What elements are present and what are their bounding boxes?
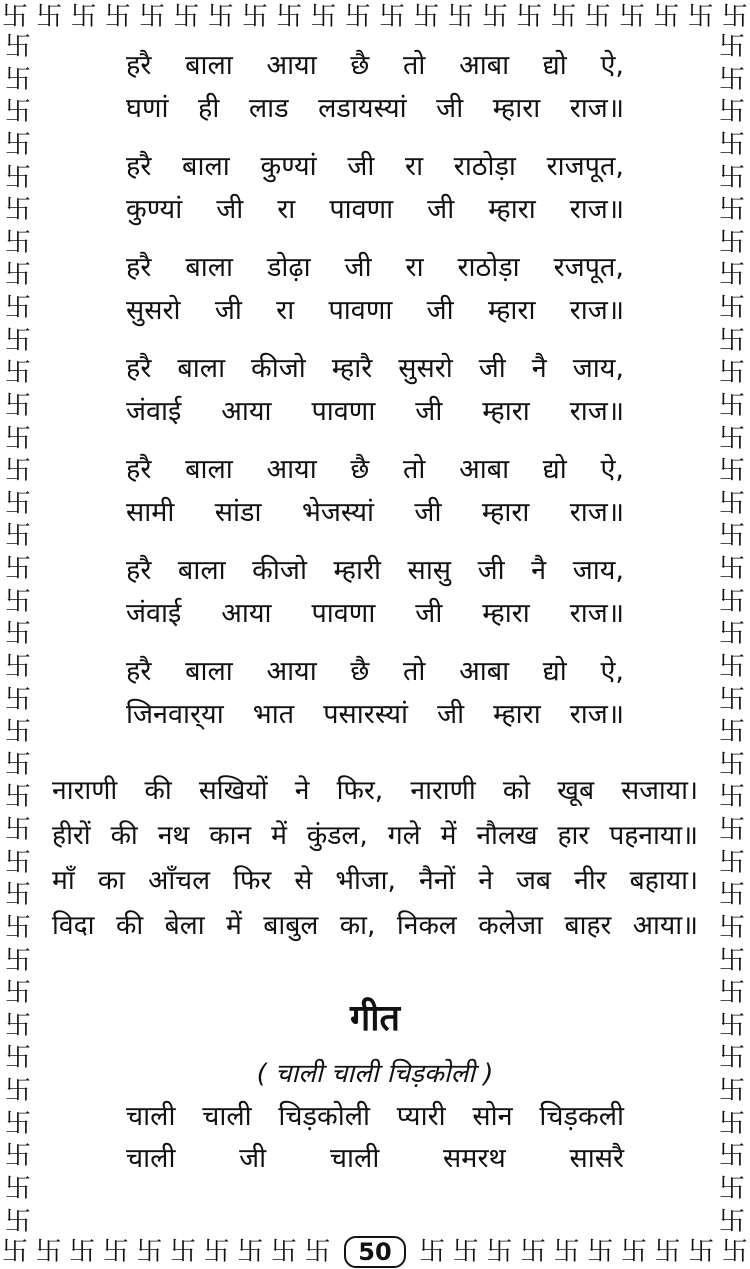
- swastik-icon: 卐: [718, 782, 745, 813]
- stanza: [126, 145, 624, 231]
- swastik-icon: 卐: [36, 2, 63, 32]
- swastik-icon: 卐: [4, 195, 31, 226]
- swastik-icon: 卐: [4, 358, 31, 389]
- verse-block: [126, 44, 624, 736]
- swastik-icon: 卐: [4, 945, 31, 976]
- swastik-icon: 卐: [2, 2, 29, 32]
- left-border: [0, 34, 36, 1235]
- swastik-icon: 卐: [4, 32, 31, 62]
- swastik-icon: 卐: [4, 815, 31, 845]
- swastik-icon: 卐: [718, 456, 745, 487]
- swastik-icon: 卐: [718, 912, 745, 943]
- swastik-icon: 卐: [687, 2, 714, 32]
- swastik-icon: 卐: [718, 32, 745, 62]
- swastik-icon: 卐: [136, 1237, 163, 1267]
- swastik-icon: 卐: [102, 1237, 129, 1267]
- swastik-icon: 卐: [241, 2, 268, 32]
- swastik-icon: 卐: [718, 358, 745, 389]
- swastik-icon: 卐: [688, 1237, 715, 1267]
- verse-line: जंवाई आया पावणा जी म्हारा राज॥: [126, 396, 624, 427]
- swastik-icon: 卐: [653, 2, 680, 32]
- poem-line: विदा की बेला में बाबुल का, निकल कलेजा बाहर आया॥: [52, 910, 698, 941]
- swastik-icon: 卐: [70, 2, 97, 32]
- swastik-icon: 卐: [4, 782, 31, 813]
- stanza: [126, 246, 624, 332]
- verse-line: कुण्यां जी रा पावणा जी म्हारा राज॥: [126, 194, 624, 225]
- swastik-icon: 卐: [516, 2, 543, 32]
- verse-line: जंवाई आया पावणा जी म्हारा राज॥: [126, 598, 624, 629]
- page-content: [52, 44, 698, 1225]
- swastik-icon: 卐: [520, 1237, 547, 1267]
- swastik-icon: 卐: [718, 749, 745, 780]
- swastik-icon: 卐: [452, 1237, 479, 1267]
- right-border: [714, 34, 750, 1235]
- swastik-icon: 卐: [718, 945, 745, 976]
- stanza: [126, 448, 624, 534]
- swastik-icon: 卐: [718, 423, 745, 454]
- swastik-icon: 卐: [481, 2, 508, 32]
- swastik-icon: 卐: [654, 1237, 681, 1267]
- swastik-icon: 卐: [4, 978, 31, 1009]
- swastik-icon: 卐: [721, 2, 748, 32]
- swastik-icon: 卐: [718, 1206, 745, 1237]
- bottom-border: [0, 1235, 750, 1269]
- swastik-icon: 卐: [4, 1076, 31, 1106]
- verse-line: हरै बाला कुण्यां जी रा राठोड़ा राजपूत,: [126, 151, 624, 182]
- swastik-icon: 卐: [4, 64, 31, 95]
- swastik-icon: 卐: [718, 293, 745, 323]
- swastik-icon: 卐: [718, 815, 745, 845]
- swastik-icon: 卐: [718, 684, 745, 715]
- song-line: चाली चाली चिड़कोली प्यारी सोन चिड़कली: [126, 1101, 624, 1132]
- stanza: [126, 650, 624, 736]
- swastik-icon: 卐: [718, 586, 745, 617]
- swastik-icon: 卐: [718, 1010, 745, 1041]
- verse-line: हरै बाला आया छै तो आबा द्यो ऐ,: [126, 454, 624, 485]
- song-lines: [126, 1096, 624, 1180]
- swastik-icon: 卐: [718, 129, 745, 160]
- swastik-icon: 卐: [4, 1206, 31, 1237]
- swastik-icon: 卐: [304, 1237, 331, 1267]
- swastik-icon: 卐: [237, 1237, 264, 1267]
- swastik-icon: 卐: [4, 293, 31, 323]
- swastik-icon: 卐: [447, 2, 474, 32]
- swastik-icon: 卐: [203, 1237, 230, 1267]
- swastik-icon: 卐: [4, 1173, 31, 1204]
- swastik-icon: 卐: [718, 880, 745, 911]
- stanza: [126, 44, 624, 130]
- swastik-icon: 卐: [207, 2, 234, 32]
- swastik-icon: 卐: [718, 651, 745, 682]
- swastik-icon: 卐: [413, 2, 440, 32]
- swastik-icon: 卐: [104, 2, 131, 32]
- swastik-icon: 卐: [4, 1010, 31, 1041]
- swastik-icon: 卐: [4, 390, 31, 421]
- page-number: 50: [344, 1236, 405, 1268]
- swastik-icon: 卐: [550, 2, 577, 32]
- swastik-icon: 卐: [718, 97, 745, 128]
- swastik-icon: 卐: [4, 97, 31, 128]
- poem-block: [52, 768, 698, 948]
- swastik-icon: 卐: [4, 912, 31, 943]
- swastik-icon: 卐: [718, 717, 745, 748]
- swastik-icon: 卐: [379, 2, 406, 32]
- song-title: गीत: [349, 998, 401, 1039]
- swastik-icon: 卐: [718, 1076, 745, 1106]
- swastik-icon: 卐: [718, 488, 745, 519]
- swastik-icon: 卐: [718, 1141, 745, 1172]
- verse-line: हरै बाला आया छै तो आबा द्यो ऐ,: [126, 50, 624, 81]
- swastik-icon: 卐: [69, 1237, 96, 1267]
- swastik-icon: 卐: [139, 2, 166, 32]
- swastik-icon: 卐: [718, 619, 745, 650]
- swastik-icon: 卐: [718, 260, 745, 291]
- swastik-icon: 卐: [718, 227, 745, 258]
- verse-line: हरै बाला डोढ़ा जी रा राठोड़ा रजपूत,: [126, 252, 624, 283]
- swastik-icon: 卐: [486, 1237, 513, 1267]
- verse-line: हरै बाला कीजो म्हारी सासु जी नै जाय,: [126, 555, 624, 586]
- swastik-icon: 卐: [4, 847, 31, 878]
- swastik-icon: 卐: [4, 554, 31, 584]
- swastik-icon: 卐: [4, 456, 31, 487]
- stanza: [126, 549, 624, 635]
- verse-line: हरै बाला आया छै तो आबा द्यो ऐ,: [126, 656, 624, 687]
- swastik-icon: 卐: [35, 1237, 62, 1267]
- swastik-icon: 卐: [310, 2, 337, 32]
- swastik-icon: 卐: [4, 880, 31, 911]
- swastik-icon: 卐: [721, 1237, 748, 1267]
- swastik-icon: 卐: [4, 619, 31, 650]
- swastik-icon: 卐: [584, 2, 611, 32]
- swastik-icon: 卐: [4, 749, 31, 780]
- top-border: [0, 0, 750, 34]
- swastik-icon: 卐: [718, 390, 745, 421]
- swastik-icon: 卐: [4, 1141, 31, 1172]
- swastik-icon: 卐: [619, 2, 646, 32]
- verse-line: जिनवार्‌या भात पसारस्यां जी म्हारा राज॥: [126, 699, 624, 730]
- swastik-icon: 卐: [2, 1237, 29, 1267]
- stanza: [126, 347, 624, 433]
- swastik-icon: 卐: [4, 651, 31, 682]
- swastik-icon: 卐: [718, 195, 745, 226]
- swastik-icon: 卐: [419, 1237, 446, 1267]
- poem-line: हीरों की नथ कान में कुंडल, गले में नौलख हार पहनाया॥: [52, 820, 698, 851]
- verse-line: घणां ही लाड लडायस्यां जी म्हारा राज॥: [126, 93, 624, 124]
- swastik-icon: 卐: [4, 227, 31, 258]
- swastik-icon: 卐: [718, 554, 745, 584]
- swastik-icon: 卐: [587, 1237, 614, 1267]
- swastik-icon: 卐: [4, 1043, 31, 1074]
- song-subtitle: ( चाली चाली चिड़कोली ): [256, 1059, 494, 1089]
- poem-line: माँ का आँचल फिर से भीजा, नैनों ने जब नीर बहाया।: [52, 865, 698, 896]
- swastik-icon: 卐: [718, 1173, 745, 1204]
- swastik-icon: 卐: [4, 325, 31, 356]
- swastik-icon: 卐: [271, 1237, 298, 1267]
- swastik-icon: 卐: [4, 162, 31, 193]
- swastik-icon: 卐: [718, 162, 745, 193]
- swastik-icon: 卐: [718, 64, 745, 95]
- verse-line: सामी सांडा भेजस्यां जी म्हारा राज॥: [126, 497, 624, 528]
- verse-line: हरै बाला कीजो म्हारै सुसरो जी नै जाय,: [126, 353, 624, 384]
- verse-line: सुसरो जी रा पावणा जी म्हारा राज॥: [126, 295, 624, 326]
- swastik-icon: 卐: [718, 1043, 745, 1074]
- swastik-icon: 卐: [4, 129, 31, 160]
- swastik-icon: 卐: [4, 1108, 31, 1139]
- song-line: चाली जी चाली समरथ सासरै: [126, 1143, 624, 1174]
- swastik-icon: 卐: [173, 2, 200, 32]
- swastik-icon: 卐: [344, 2, 371, 32]
- swastik-icon: 卐: [276, 2, 303, 32]
- swastik-icon: 卐: [718, 521, 745, 552]
- swastik-icon: 卐: [4, 684, 31, 715]
- swastik-icon: 卐: [718, 978, 745, 1009]
- poem-line: नाराणी की सखियों ने फिर, नाराणी को खूब सजाया।: [52, 775, 698, 806]
- swastik-icon: 卐: [4, 586, 31, 617]
- swastik-icon: 卐: [4, 423, 31, 454]
- swastik-icon: 卐: [718, 1108, 745, 1139]
- swastik-icon: 卐: [553, 1237, 580, 1267]
- swastik-icon: 卐: [4, 717, 31, 748]
- swastik-icon: 卐: [4, 488, 31, 519]
- swastik-icon: 卐: [718, 325, 745, 356]
- swastik-icon: 卐: [170, 1237, 197, 1267]
- swastik-icon: 卐: [4, 260, 31, 291]
- swastik-icon: 卐: [621, 1237, 648, 1267]
- swastik-icon: 卐: [4, 521, 31, 552]
- swastik-icon: 卐: [718, 847, 745, 878]
